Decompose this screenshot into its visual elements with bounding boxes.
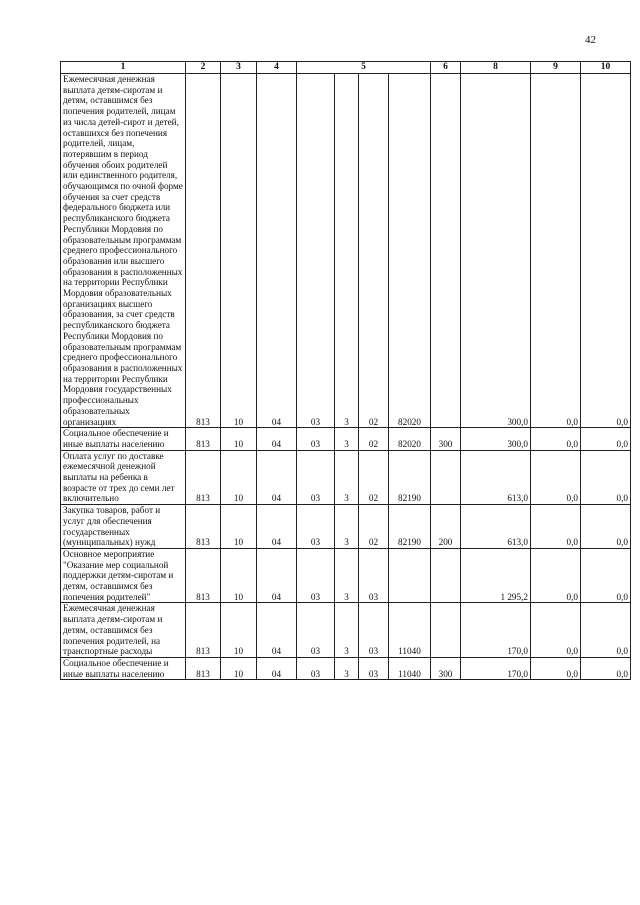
- section-cell: 10: [221, 548, 257, 603]
- amount-2-cell: 0,0: [531, 428, 581, 450]
- row-description-text: Ежемесячная денежная выплата детям-сиротам и детям, оставшимся без попечения родителей, лицам из числа детей-сирот и детей, оставшихся без попечения родителей, лицам, потерявшим в период обучения обоих родителей или единственного родителя, обучающимся по очной форме обучения за счет средств федерального бюджета или республиканского бюджета Республики Мордовия по образовательным программам среднего профессионального образования или высшего образования в расположенных на территории Республики Мордовия образовательных организациях высшего образования, за счет средств республиканского бюджета Республики Мордовия по образовательным программам среднего профессионального образования в расположенных на территории Республики Мордовия государственных профессиональных образовательных организациях: [63, 74, 183, 427]
- expense-type-cell: 300: [431, 428, 461, 450]
- direction-cell: 11040: [389, 657, 431, 679]
- col-header-8: 8: [461, 62, 531, 74]
- direction-cell: 82190: [389, 505, 431, 549]
- row-description: [61, 603, 186, 658]
- expense-type-cell: 200: [431, 505, 461, 549]
- subsection-cell: 04: [257, 548, 297, 603]
- row-description-text: Социальное обеспечение и иные выплаты населению: [63, 657, 169, 679]
- activity-cell: 03: [359, 603, 389, 658]
- section-cell: 10: [221, 603, 257, 658]
- row-description: [61, 657, 186, 679]
- row-description: [61, 505, 186, 549]
- section-cell: 10: [221, 657, 257, 679]
- table-row: [61, 428, 631, 450]
- activity-cell: 03: [359, 548, 389, 603]
- table-row: [61, 505, 631, 549]
- amount-cell: 300,0: [461, 428, 531, 450]
- amount-3-cell: 0,0: [581, 657, 631, 679]
- code-cell: 813: [186, 74, 221, 428]
- subsection-cell: 04: [257, 450, 297, 505]
- row-description: [61, 548, 186, 603]
- program-cell: 03: [297, 603, 335, 658]
- code-cell: 813: [186, 603, 221, 658]
- subprogram-cell: 3: [335, 428, 359, 450]
- row-description: [61, 74, 186, 428]
- subsection-cell: 04: [257, 603, 297, 658]
- amount-2-cell: 0,0: [531, 74, 581, 428]
- direction-cell: 82190: [389, 450, 431, 505]
- amount-3-cell: 0,0: [581, 603, 631, 658]
- amount-cell: 300,0: [461, 74, 531, 428]
- row-description: [61, 450, 186, 505]
- budget-table: [60, 61, 631, 680]
- direction-cell: 82020: [389, 74, 431, 428]
- section-cell: 10: [221, 74, 257, 428]
- amount-cell: 613,0: [461, 505, 531, 549]
- amount-cell: 170,0: [461, 657, 531, 679]
- subprogram-cell: 3: [335, 603, 359, 658]
- direction-cell: 82020: [389, 428, 431, 450]
- subprogram-cell: 3: [335, 505, 359, 549]
- subsection-cell: 04: [257, 505, 297, 549]
- amount-cell: 170,0: [461, 603, 531, 658]
- amount-cell: 613,0: [461, 450, 531, 505]
- amount-3-cell: 0,0: [581, 74, 631, 428]
- table-row: [61, 657, 631, 679]
- page-number: 42: [585, 34, 596, 46]
- section-cell: 10: [221, 450, 257, 505]
- code-cell: 813: [186, 548, 221, 603]
- col-header-5: 5: [297, 62, 431, 74]
- activity-cell: 02: [359, 428, 389, 450]
- table-row: [61, 74, 631, 428]
- table-row: [61, 603, 631, 658]
- amount-2-cell: 0,0: [531, 505, 581, 549]
- program-cell: 03: [297, 657, 335, 679]
- header-row: [61, 62, 631, 74]
- subprogram-cell: 3: [335, 74, 359, 428]
- subsection-cell: 04: [257, 657, 297, 679]
- row-description-text: Оплата услуг по доставке ежемесячной денежной выплаты на ребенка в возрасте от трех до семи лет включительно: [63, 450, 175, 504]
- col-header-4: 4: [257, 62, 297, 74]
- table-body: [61, 74, 631, 680]
- expense-type-cell: [431, 548, 461, 603]
- code-cell: 813: [186, 505, 221, 549]
- col-header-10: 10: [581, 62, 631, 74]
- subprogram-cell: 3: [335, 657, 359, 679]
- row-description-text: Основное мероприятие "Оказание мер социальной поддержки детям-сиротам и детям, оставшимся без попечения родителей": [63, 548, 174, 602]
- amount-3-cell: 0,0: [581, 428, 631, 450]
- program-cell: 03: [297, 450, 335, 505]
- expense-type-cell: [431, 450, 461, 505]
- activity-cell: 02: [359, 74, 389, 428]
- program-cell: 03: [297, 428, 335, 450]
- amount-2-cell: 0,0: [531, 603, 581, 658]
- section-cell: 10: [221, 428, 257, 450]
- col-header-2: 2: [186, 62, 221, 74]
- row-description-text: Социальное обеспечение и иные выплаты населению: [63, 428, 169, 449]
- amount-2-cell: 0,0: [531, 450, 581, 505]
- amount-3-cell: 0,0: [581, 450, 631, 505]
- code-cell: 813: [186, 428, 221, 450]
- table-row: [61, 450, 631, 505]
- program-cell: 03: [297, 505, 335, 549]
- subprogram-cell: 3: [335, 450, 359, 505]
- code-cell: 813: [186, 450, 221, 505]
- program-cell: 03: [297, 548, 335, 603]
- section-cell: 10: [221, 505, 257, 549]
- col-header-3: 3: [221, 62, 257, 74]
- activity-cell: 02: [359, 450, 389, 505]
- amount-3-cell: 0,0: [581, 548, 631, 603]
- program-cell: 03: [297, 74, 335, 428]
- row-description: [61, 428, 186, 450]
- amount-2-cell: 0,0: [531, 657, 581, 679]
- row-description-text: Ежемесячная денежная выплата детям-сиротам и детям, оставшимся без попечения родителей, на транспортные расходы: [63, 603, 163, 657]
- expense-type-cell: [431, 603, 461, 658]
- subsection-cell: 04: [257, 74, 297, 428]
- table-row: [61, 548, 631, 603]
- amount-3-cell: 0,0: [581, 505, 631, 549]
- subprogram-cell: 3: [335, 548, 359, 603]
- direction-cell: 11040: [389, 603, 431, 658]
- col-header-6: 6: [431, 62, 461, 74]
- subsection-cell: 04: [257, 428, 297, 450]
- activity-cell: 03: [359, 657, 389, 679]
- expense-type-cell: 300: [431, 657, 461, 679]
- amount-2-cell: 0,0: [531, 548, 581, 603]
- col-header-1: 1: [61, 62, 186, 74]
- table-header: [61, 62, 631, 74]
- activity-cell: 02: [359, 505, 389, 549]
- expense-type-cell: [431, 74, 461, 428]
- direction-cell: [389, 548, 431, 603]
- col-header-9: 9: [531, 62, 581, 74]
- row-description-text: Закупка товаров, работ и услуг для обеспечения государственных (муниципальных) нужд: [63, 505, 161, 548]
- amount-cell: 1 295,2: [461, 548, 531, 603]
- code-cell: 813: [186, 657, 221, 679]
